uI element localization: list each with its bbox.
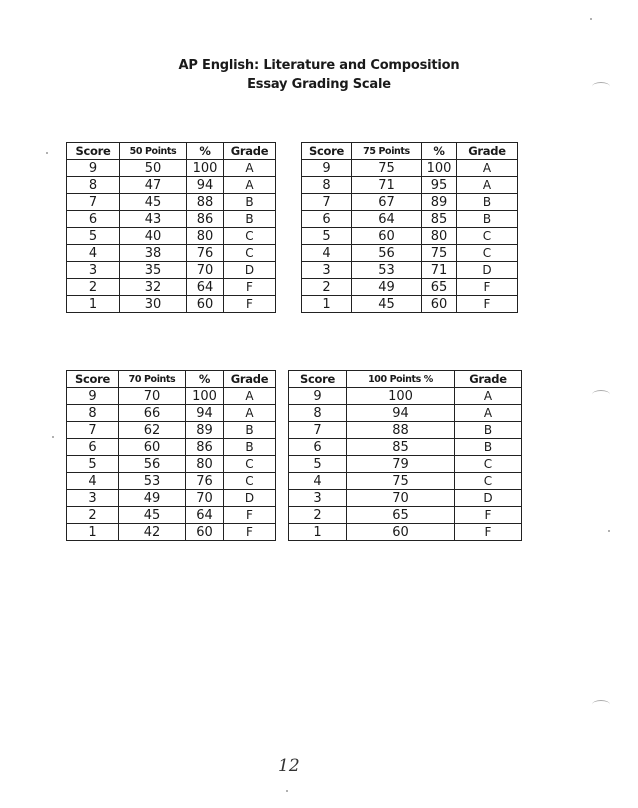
table-cell: 85: [422, 211, 457, 228]
table-cell: A: [455, 388, 522, 405]
table-cell: 60: [347, 524, 455, 541]
table-cell: 94: [347, 405, 455, 422]
table-cell: 56: [352, 245, 422, 262]
table-row: [289, 405, 522, 422]
table-cell: 8: [67, 177, 120, 194]
table-cell: 5: [289, 456, 347, 473]
table-cell: A: [224, 160, 276, 177]
table-cell: 86: [187, 211, 224, 228]
table-row: [67, 279, 276, 296]
table-cell: 89: [422, 194, 457, 211]
table-header-row: [302, 143, 518, 160]
column-header: 100 Points %: [347, 371, 455, 388]
table-cell: 80: [422, 228, 457, 245]
table-cell: 75: [422, 245, 457, 262]
table-row: [67, 456, 276, 473]
table-cell: 67: [352, 194, 422, 211]
column-header: 50 Points: [120, 143, 187, 160]
table-row: [302, 177, 518, 194]
column-header: %: [186, 371, 224, 388]
table-row: [67, 473, 276, 490]
table-cell: 3: [67, 262, 120, 279]
table-cell: 88: [187, 194, 224, 211]
table-cell: A: [455, 405, 522, 422]
page-number: 12: [278, 756, 300, 776]
table-cell: C: [224, 245, 276, 262]
table-cell: 86: [186, 439, 224, 456]
table-row: [289, 490, 522, 507]
column-header: Grade: [455, 371, 522, 388]
table-cell: 3: [302, 262, 352, 279]
table-cell: C: [455, 473, 522, 490]
table-cell: 2: [67, 279, 120, 296]
table-cell: C: [224, 456, 276, 473]
table-cell: 80: [186, 456, 224, 473]
table-cell: 4: [302, 245, 352, 262]
table-cell: F: [224, 279, 276, 296]
scan-speck: [590, 18, 592, 20]
table-cell: 5: [302, 228, 352, 245]
table-cell: 8: [289, 405, 347, 422]
table-cell: 7: [289, 422, 347, 439]
table-cell: 9: [289, 388, 347, 405]
table-cell: 49: [119, 490, 186, 507]
table-cell: 56: [119, 456, 186, 473]
table-cell: 65: [347, 507, 455, 524]
table-cell: 4: [67, 245, 120, 262]
table-cell: 1: [302, 296, 352, 313]
column-header: %: [187, 143, 224, 160]
table-row: [289, 456, 522, 473]
table-cell: 40: [120, 228, 187, 245]
scan-edge-mark: [592, 390, 610, 399]
column-header: Score: [289, 371, 347, 388]
column-header: 75 Points: [352, 143, 422, 160]
table-row: [67, 507, 276, 524]
table-header-row: [289, 371, 522, 388]
table-cell: 3: [289, 490, 347, 507]
table-row: [289, 388, 522, 405]
table-cell: 9: [67, 160, 120, 177]
table-cell: 9: [302, 160, 352, 177]
table-cell: C: [457, 228, 518, 245]
table-row: [67, 228, 276, 245]
table-cell: A: [457, 177, 518, 194]
column-header: Score: [67, 143, 120, 160]
table-cell: 53: [119, 473, 186, 490]
table-cell: 65: [422, 279, 457, 296]
column-header: Score: [67, 371, 119, 388]
table-cell: 100: [186, 388, 224, 405]
page-subtitle: Essay Grading Scale: [247, 77, 391, 92]
column-header: 70 Points: [119, 371, 186, 388]
table-cell: 6: [302, 211, 352, 228]
table-cell: 6: [289, 439, 347, 456]
table-row: [289, 507, 522, 524]
table-cell: 7: [302, 194, 352, 211]
table-cell: 85: [347, 439, 455, 456]
table-cell: 64: [187, 279, 224, 296]
table-cell: 30: [120, 296, 187, 313]
table-cell: F: [455, 507, 522, 524]
table-cell: B: [457, 211, 518, 228]
table-row: [302, 262, 518, 279]
table-row: [67, 245, 276, 262]
table-cell: 8: [67, 405, 119, 422]
table-cell: 79: [347, 456, 455, 473]
table-cell: C: [457, 245, 518, 262]
table-row: [302, 211, 518, 228]
table-cell: 4: [67, 473, 119, 490]
table-cell: 64: [186, 507, 224, 524]
table-row: [302, 160, 518, 177]
table-cell: B: [455, 422, 522, 439]
table-cell: F: [224, 507, 276, 524]
table-row: [67, 262, 276, 279]
table-cell: 3: [67, 490, 119, 507]
table-cell: 95: [422, 177, 457, 194]
table-row: [67, 177, 276, 194]
table-row: [302, 296, 518, 313]
table-cell: C: [455, 456, 522, 473]
table-row: [67, 296, 276, 313]
table-cell: 50: [120, 160, 187, 177]
table-cell: F: [457, 279, 518, 296]
table-cell: 6: [67, 211, 120, 228]
table-cell: 76: [187, 245, 224, 262]
table-cell: 80: [187, 228, 224, 245]
table-cell: 9: [67, 388, 119, 405]
table-cell: D: [224, 262, 276, 279]
table-row: [302, 245, 518, 262]
table-cell: 100: [187, 160, 224, 177]
table-cell: B: [224, 422, 276, 439]
table-cell: 70: [186, 490, 224, 507]
table-cell: A: [224, 388, 276, 405]
table-cell: C: [224, 473, 276, 490]
table-cell: 5: [67, 228, 120, 245]
table-row: [289, 439, 522, 456]
table-cell: F: [224, 524, 276, 541]
scan-speck: [52, 436, 54, 438]
table-cell: 2: [67, 507, 119, 524]
table-cell: 70: [119, 388, 186, 405]
table-cell: 8: [302, 177, 352, 194]
table-cell: 62: [119, 422, 186, 439]
table-cell: 4: [289, 473, 347, 490]
table-cell: 53: [352, 262, 422, 279]
table-cell: 75: [352, 160, 422, 177]
column-header: %: [422, 143, 457, 160]
table-cell: 60: [119, 439, 186, 456]
table-row: [67, 490, 276, 507]
table-cell: A: [224, 177, 276, 194]
table-cell: 60: [187, 296, 224, 313]
page-title: AP English: Literature and Composition: [178, 58, 460, 73]
table-row: [289, 524, 522, 541]
scan-speck: [46, 152, 48, 154]
table-cell: 7: [67, 422, 119, 439]
table-cell: 70: [187, 262, 224, 279]
table-cell: 45: [352, 296, 422, 313]
table-cell: 70: [347, 490, 455, 507]
table-cell: 71: [352, 177, 422, 194]
grading-table-50-points: [66, 142, 276, 313]
column-header: Grade: [457, 143, 518, 160]
grading-table-75-points: [301, 142, 518, 313]
table-cell: D: [457, 262, 518, 279]
table-cell: F: [224, 296, 276, 313]
grading-table-100-points: [288, 370, 522, 541]
table-cell: F: [455, 524, 522, 541]
table-cell: F: [457, 296, 518, 313]
table-cell: 35: [120, 262, 187, 279]
table-cell: 45: [120, 194, 187, 211]
table-cell: 47: [120, 177, 187, 194]
scan-edge-mark: [592, 82, 610, 91]
table-cell: 32: [120, 279, 187, 296]
table-cell: 75: [347, 473, 455, 490]
column-header: Grade: [224, 143, 276, 160]
table-row: [302, 279, 518, 296]
table-row: [67, 422, 276, 439]
table-row: [289, 473, 522, 490]
table-cell: 45: [119, 507, 186, 524]
table-cell: C: [224, 228, 276, 245]
table-cell: 60: [352, 228, 422, 245]
table-cell: 60: [422, 296, 457, 313]
table-cell: 66: [119, 405, 186, 422]
table-cell: 43: [120, 211, 187, 228]
table-cell: 89: [186, 422, 224, 439]
column-header: Grade: [224, 371, 276, 388]
table-cell: 100: [347, 388, 455, 405]
table-row: [302, 228, 518, 245]
table-cell: B: [224, 194, 276, 211]
table-row: [67, 160, 276, 177]
table-cell: 100: [422, 160, 457, 177]
table-cell: 88: [347, 422, 455, 439]
table-cell: 5: [67, 456, 119, 473]
table-cell: 49: [352, 279, 422, 296]
table-cell: 1: [67, 296, 120, 313]
table-cell: 1: [67, 524, 119, 541]
table-cell: 60: [186, 524, 224, 541]
column-header: Score: [302, 143, 352, 160]
table-cell: 94: [186, 405, 224, 422]
grading-table-70-points: [66, 370, 276, 541]
table-cell: 2: [289, 507, 347, 524]
table-row: [302, 194, 518, 211]
scan-speck: [286, 790, 288, 792]
table-cell: B: [457, 194, 518, 211]
table-row: [67, 388, 276, 405]
scan-edge-mark: [592, 700, 610, 709]
table-cell: 7: [67, 194, 120, 211]
table-row: [67, 439, 276, 456]
table-row: [67, 405, 276, 422]
table-cell: 71: [422, 262, 457, 279]
table-cell: 76: [186, 473, 224, 490]
table-cell: 94: [187, 177, 224, 194]
table-cell: B: [455, 439, 522, 456]
table-cell: A: [224, 405, 276, 422]
table-cell: 2: [302, 279, 352, 296]
table-cell: 42: [119, 524, 186, 541]
table-cell: A: [457, 160, 518, 177]
table-cell: D: [455, 490, 522, 507]
table-cell: 64: [352, 211, 422, 228]
table-header-row: [67, 371, 276, 388]
table-cell: B: [224, 439, 276, 456]
table-header-row: [67, 143, 276, 160]
table-row: [67, 194, 276, 211]
scan-speck: [608, 530, 610, 532]
table-cell: B: [224, 211, 276, 228]
table-cell: 1: [289, 524, 347, 541]
table-row: [67, 524, 276, 541]
table-row: [67, 211, 276, 228]
table-cell: D: [224, 490, 276, 507]
table-cell: 38: [120, 245, 187, 262]
table-cell: 6: [67, 439, 119, 456]
table-row: [289, 422, 522, 439]
